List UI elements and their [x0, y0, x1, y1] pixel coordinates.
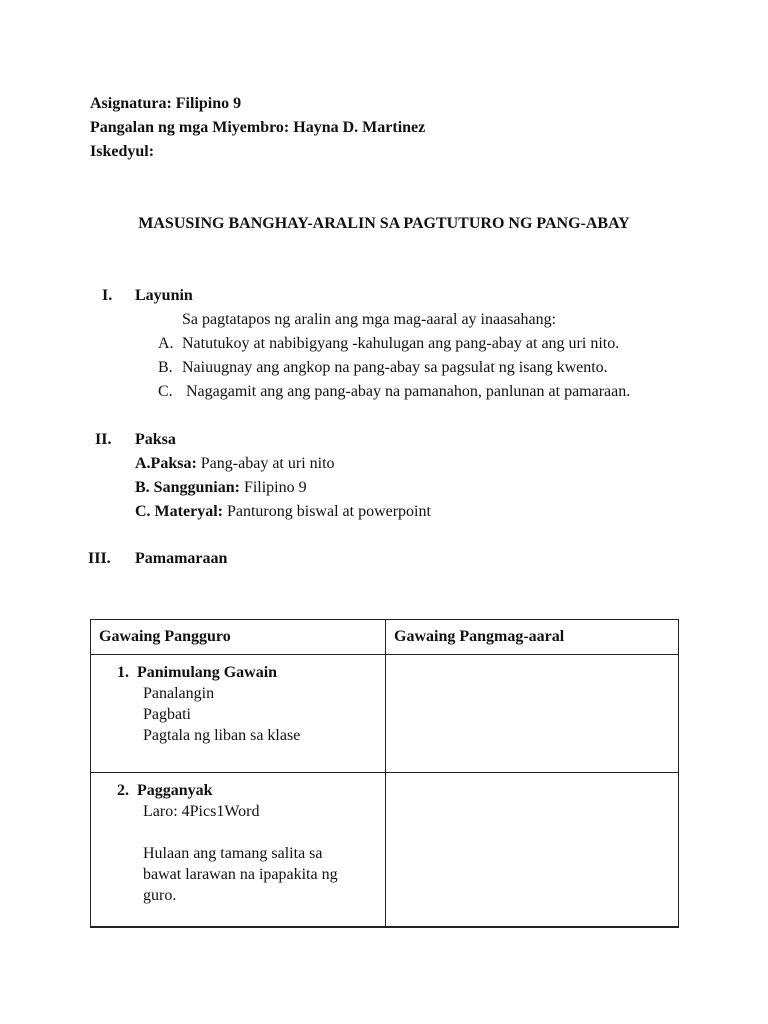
procedure-table [90, 619, 679, 928]
reference-value: Filipino 9 [239, 479, 307, 496]
materials-label: C. Materyal: [135, 503, 223, 520]
student-activity-cell [386, 655, 679, 773]
student-activity-cell [386, 773, 679, 928]
reference-label: B. Sanggunian: [135, 479, 240, 496]
members-line: Pangalan ng mga Miyembro: Hayna D. Martinez [90, 119, 426, 136]
subject-line: Asignatura: Filipino 9 [90, 95, 242, 112]
topic-item [135, 452, 335, 476]
activity-line: Laro: 4Pics1Word [143, 803, 260, 820]
activity-line: Panalangin [143, 685, 215, 702]
section1-numeral: I. [102, 287, 113, 304]
objective-text: Nagagamit ang ang pang-abay na pamanahon, panlunan at pamaraan. [182, 383, 631, 400]
activity-line: Pagbati [143, 706, 191, 723]
column-header-teacher: Gawaing Pangguro [91, 620, 386, 655]
table-header-row [91, 620, 679, 655]
reference-item [135, 476, 307, 500]
activity-step-title: 1. Panimulang Gawain [117, 664, 278, 681]
activity-line: Pagtala ng liban sa klase [143, 727, 301, 744]
activity-line: guro. [143, 887, 177, 904]
section2-numeral: II. [95, 431, 112, 448]
objective-text: Naiuugnay ang angkop na pang-abay sa pagsulat ng isang kwento. [182, 359, 608, 376]
schedule-line: Iskedyul: [90, 143, 155, 160]
objective-letter: A. [158, 335, 174, 352]
section3-heading: Pamamaraan [135, 550, 228, 567]
column-header-student: Gawaing Pangmag-aaral [386, 620, 679, 655]
section2-heading: Paksa [135, 431, 176, 448]
document-title: MASUSING BANGHAY-ARALIN SA PAGTUTURO NG PANG-ABAY [138, 215, 630, 232]
table-row [91, 655, 679, 773]
topic-label: A.Paksa: [135, 455, 197, 472]
section3-numeral: III. [88, 550, 111, 567]
objective-text: Natutukoy at nabibigyang -kahulugan ang pang-abay at ang uri nito. [182, 335, 620, 352]
section1-heading: Layunin [135, 287, 193, 304]
activity-step-title: 2. Pagganyak [117, 782, 213, 799]
materials-item [135, 500, 431, 524]
teacher-activity-cell [91, 655, 386, 773]
objective-letter: C. [158, 383, 173, 400]
teacher-activity-cell [91, 773, 386, 928]
table-row [91, 773, 679, 928]
objective-letter: B. [158, 359, 173, 376]
materials-value: Panturong biswal at powerpoint [222, 503, 431, 520]
activity-line: bawat larawan na ipapakita ng [143, 866, 338, 883]
topic-value: Pang-abay at uri nito [196, 455, 335, 472]
section1-intro: Sa pagtatapos ng aralin ang mga mag-aaral ay inaasahang: [182, 311, 557, 328]
activity-line: Hulaan ang tamang salita sa [143, 845, 323, 862]
